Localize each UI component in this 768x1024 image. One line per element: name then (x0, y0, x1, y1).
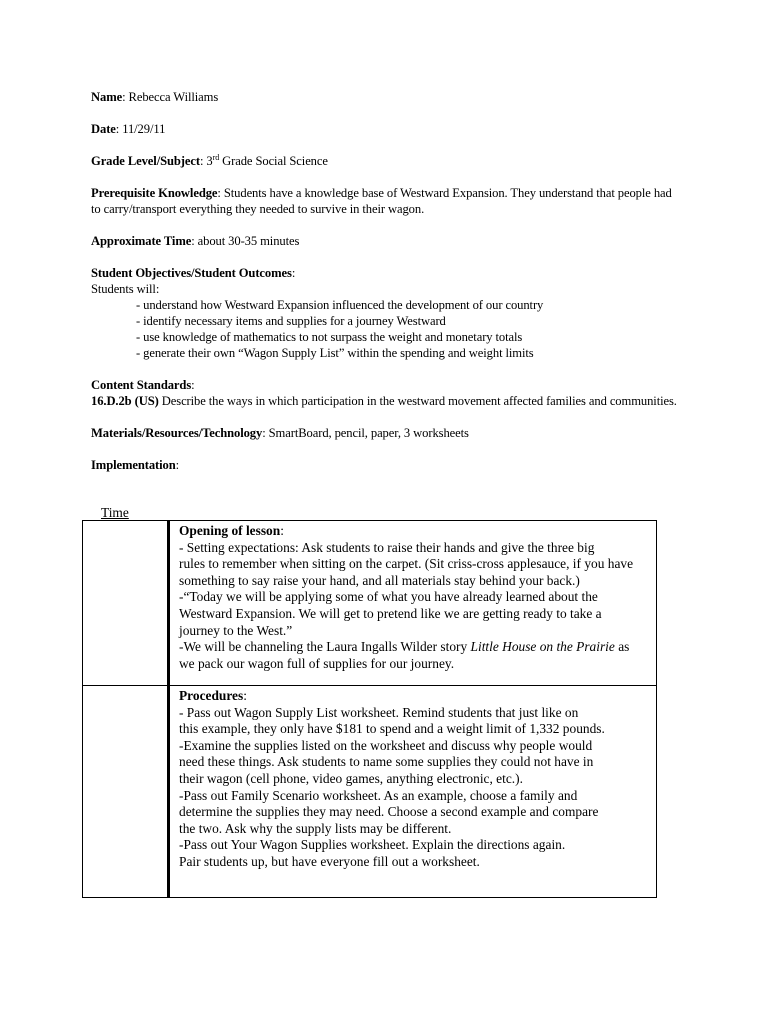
content-standards-colon: : (191, 378, 195, 392)
procedures-line: Pair students up, but have everyone fill out a worksheet. (179, 853, 480, 869)
procedures-line: the two. Ask why the supply lists may be different. (179, 820, 452, 836)
grade-field (91, 153, 681, 169)
lesson-plan-document (91, 89, 681, 473)
grade-value-post: Grade Social Science (219, 154, 328, 168)
grade-label: Grade Level/Subject (91, 154, 200, 168)
name-field (91, 89, 681, 105)
procedures-time-cell (83, 686, 169, 898)
standard-code: 16.D.2b (US) (91, 394, 159, 408)
opening-story-pre: -We will be channeling the Laura Ingalls Wilder story (179, 639, 471, 655)
opening-line: -“Today we will be applying some of what you have already learned about the (179, 589, 598, 605)
approximate-time-field (91, 233, 681, 249)
content-standards-section (91, 377, 681, 409)
table-row (83, 521, 657, 686)
prerequisite-label: Prerequisite Knowledge (91, 186, 218, 200)
prerequisite-field (91, 185, 681, 217)
objectives-section (91, 265, 681, 361)
procedures-line: -Pass out Family Scenario worksheet. As an example, choose a family and (179, 787, 578, 803)
objectives-intro: Students will: (91, 282, 160, 296)
opening-line: Westward Expansion. We will get to pretend like we are getting ready to take a (179, 605, 602, 621)
list-item: - understand how Westward Expansion influenced the development of our country (136, 298, 544, 312)
list-item: - use knowledge of mathematics to not surpass the weight and monetary totals (136, 330, 523, 344)
procedures-title: Procedures (179, 688, 244, 703)
materials-text: : SmartBoard, pencil, paper, 3 worksheets (262, 426, 469, 440)
table-row (83, 686, 657, 898)
objectives-list (91, 297, 681, 361)
standard-text: Describe the ways in which participation in the westward movement affected families and communities. (158, 394, 677, 408)
opening-line: - Setting expectations: Ask students to raise their hands and give the three big (179, 539, 595, 555)
procedures-line: their wagon (cell phone, video games, anything electronic, etc.). (179, 770, 523, 786)
procedures-content-cell (169, 686, 657, 898)
opening-line: we pack our wagon full of supplies for our journey. (179, 655, 455, 671)
opening-story-post: as (614, 639, 630, 655)
opening-colon: : (280, 523, 284, 538)
book-title: Little House on the Prairie (470, 639, 615, 655)
materials-label: Materials/Resources/Technology (91, 426, 263, 440)
procedures-colon: : (243, 688, 247, 703)
list-item: - identify necessary items and supplies for a journey Westward (136, 314, 446, 328)
objectives-colon: : (291, 266, 296, 280)
opening-line: something to say raise your hand, and all materials stay behind your back.) (179, 572, 580, 588)
objectives-label: Student Objectives/Student Outcomes (91, 266, 292, 280)
prerequisite-text: : Students have a knowledge base of Westward Expansion. They understand that people had to carry/transport everything they needed to survive in their wagon. (91, 186, 672, 216)
date-field (91, 121, 681, 137)
procedures-line: - Pass out Wagon Supply List worksheet. Remind students that just like on (179, 704, 579, 720)
materials-field (91, 425, 681, 441)
grade-value-sup: rd (212, 152, 220, 162)
implementation-heading (91, 457, 681, 473)
procedures-line: -Pass out Your Wagon Supplies worksheet. Explain the directions again. (179, 837, 566, 853)
opening-time-cell (83, 521, 169, 686)
procedures-line: -Examine the supplies listed on the worksheet and discuss why people would (179, 737, 593, 753)
content-standards-label: Content Standards (91, 378, 192, 392)
date-value: : 11/29/11 (115, 122, 166, 136)
opening-line: rules to remember when sitting on the carpet. (Sit criss-cross applesauce, if you have (179, 556, 634, 572)
procedures-line: need these things. Ask students to name some supplies they could not have in (179, 754, 594, 770)
procedures-line: determine the supplies they may need. Choose a second example and compare (179, 804, 599, 820)
implementation-table (82, 520, 657, 898)
name-label: Name (91, 90, 123, 104)
date-label: Date (91, 122, 116, 136)
opening-line: journey to the West.” (179, 622, 293, 638)
opening-story-line (179, 639, 654, 656)
approximate-time-text: : about 30-35 minutes (191, 234, 300, 248)
time-column-header: Time (101, 505, 129, 520)
opening-content-cell (169, 521, 657, 686)
grade-value-pre: : 3 (199, 154, 213, 168)
opening-title: Opening of lesson (179, 523, 281, 538)
implementation-label: Implementation (91, 458, 176, 472)
implementation-colon: : (175, 458, 180, 472)
name-value: : Rebecca Williams (122, 90, 219, 104)
procedures-line: this example, they only have $181 to spend and a weight limit of 1,332 pounds. (179, 721, 605, 737)
approximate-time-label: Approximate Time (91, 234, 192, 248)
list-item: - generate their own “Wagon Supply List” within the spending and weight limits (136, 346, 534, 360)
